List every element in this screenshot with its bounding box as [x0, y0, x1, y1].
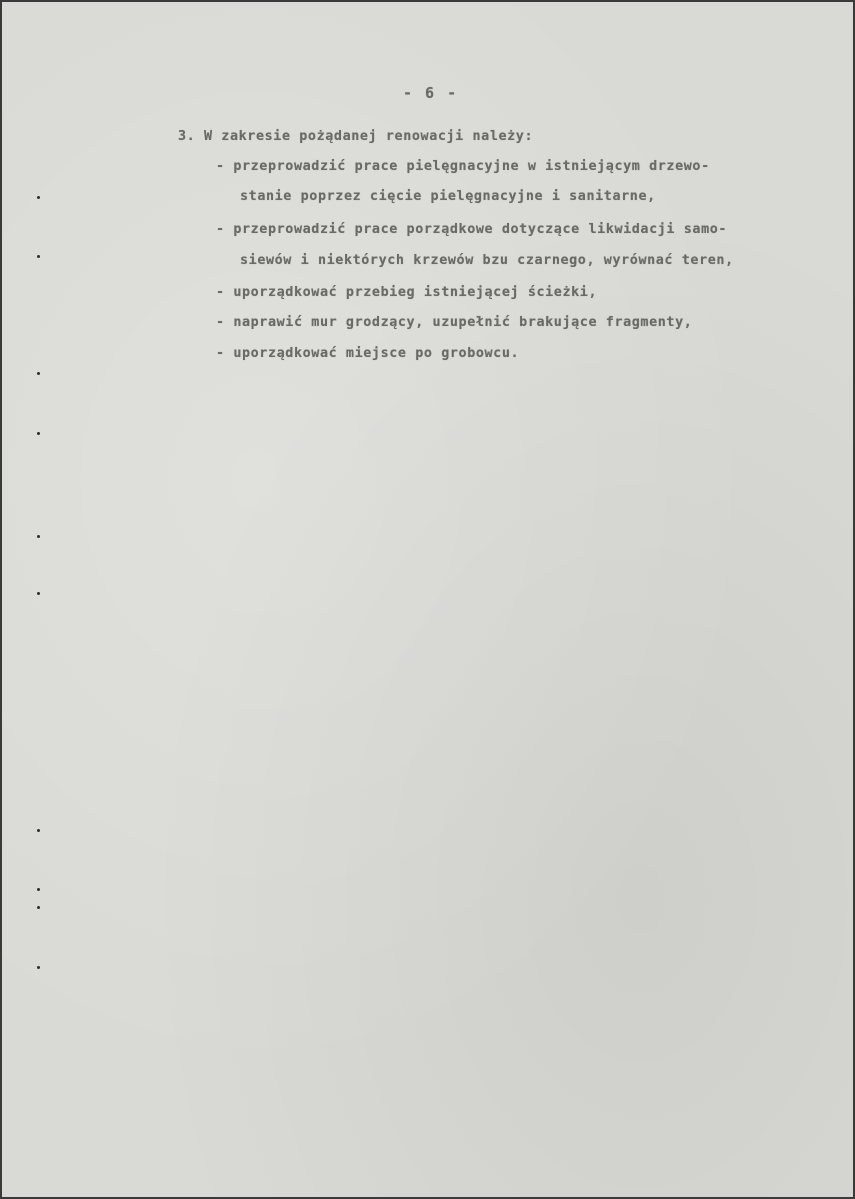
punch-mark	[37, 829, 40, 832]
punch-mark	[37, 592, 40, 595]
list-item: - uporządkować miejsce po grobowcu.	[216, 346, 520, 361]
punch-mark	[37, 535, 40, 538]
punch-mark	[37, 432, 40, 435]
punch-mark	[37, 372, 40, 375]
punch-mark	[37, 966, 40, 969]
punch-mark	[37, 906, 40, 909]
punch-mark	[37, 888, 40, 891]
page-number: - 6 -	[403, 84, 459, 102]
list-item: - przeprowadzić prace porządkowe dotyczące likwidacji samo-	[216, 222, 728, 237]
list-item-continuation: siewów i niektórych krzewów bzu czarnego, wyrównać teren,	[240, 253, 734, 268]
list-item: - przeprowadzić prace pielęgnacyjne w istniejącym drzewo-	[216, 159, 710, 174]
list-item: - naprawić mur grodzący, uzupełnić brakujące fragmenty,	[216, 315, 693, 330]
punch-mark	[37, 196, 40, 199]
list-item-continuation: stanie poprzez cięcie pielęgnacyjne i sanitarne,	[240, 189, 656, 204]
list-item: - uporządkować przebieg istniejącej ścieżki,	[216, 285, 598, 300]
section-heading: 3. W zakresie pożądanej renowacji należy:	[178, 129, 534, 144]
punch-mark	[37, 255, 40, 258]
